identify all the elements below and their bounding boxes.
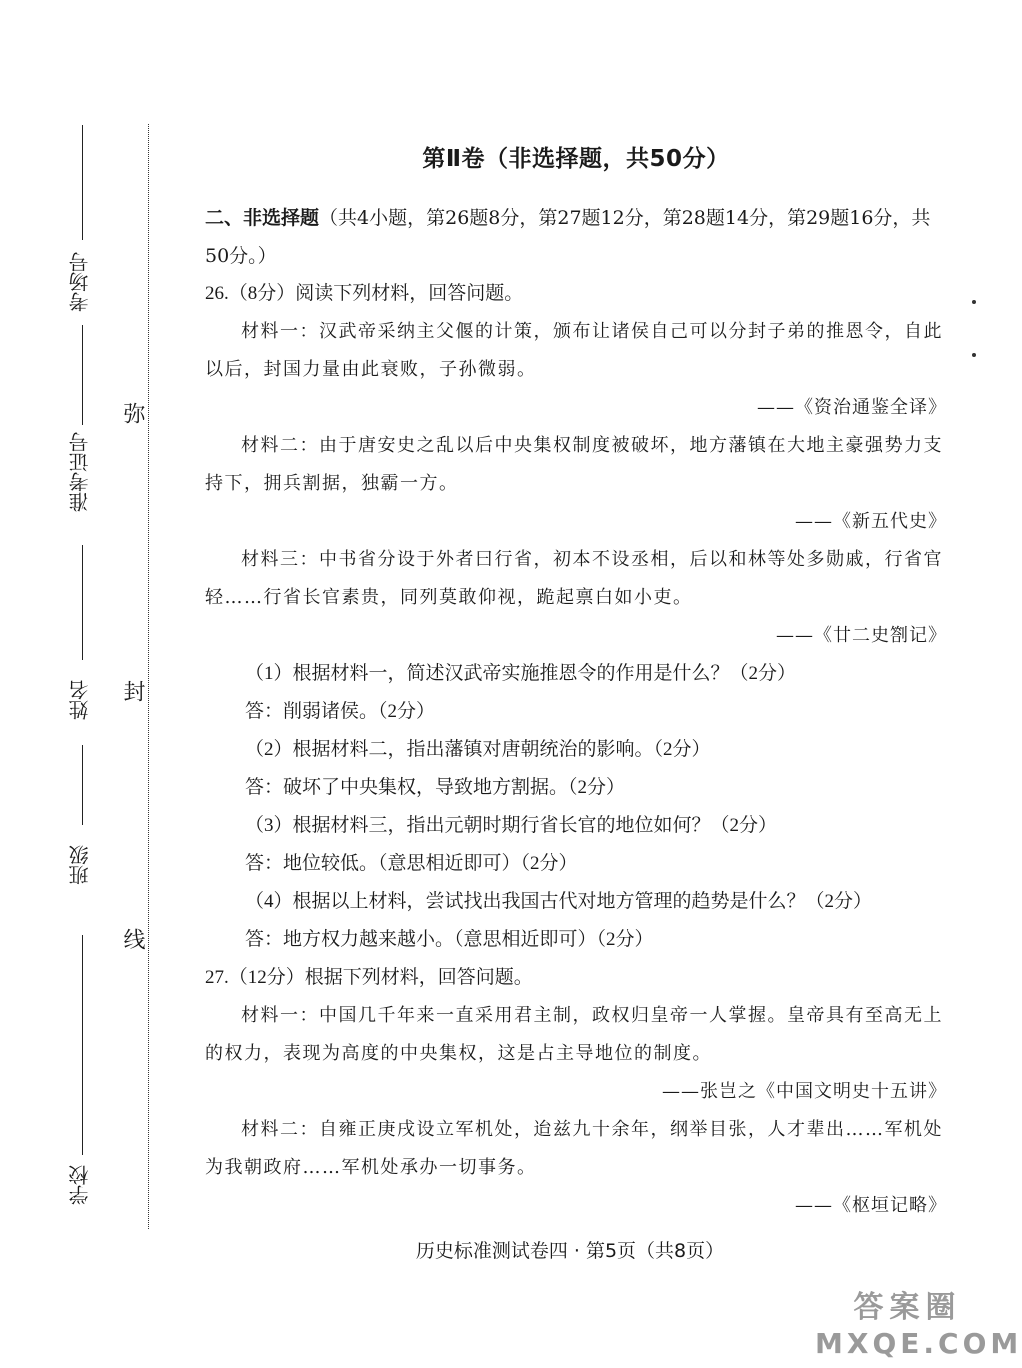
section-instructions: （共4小题，第26题8分，第27题12分，第28题14分，第29题16分，共50分。） (205, 207, 931, 267)
field-name (60, 545, 100, 740)
field-label: 学校 (68, 1165, 92, 1205)
material-source: ——张岂之《中国文明史十五讲》 (662, 1081, 947, 1102)
material-text: 材料一：汉武帝采纳主父偃的计策，颁布让诸侯自己可以分封子弟的推恩令，自此以后，封国力量由此衰败，子孙微弱。 (205, 321, 943, 380)
answer: 答：地位较低。（意思相近即可）（2分） (245, 853, 578, 874)
field-label: 姓名 (68, 680, 92, 720)
material-source: ——《廿二史劄记》 (776, 625, 947, 646)
field-exam-number (60, 325, 100, 520)
answer: 答：地方权力越来越小。（意思相近即可）（2分） (245, 929, 654, 950)
material-text: 材料一：中国几千年来一直采用君主制，政权归皇帝一人掌握。皇帝具有至高无上的权力，表现为高度的中央集权，这是占主导地位的制度。 (205, 1005, 943, 1064)
watermark-url: MXQE.COM (815, 1327, 1022, 1360)
section-label: 二、非选择题 (205, 207, 320, 229)
field-underline (82, 745, 83, 825)
question-head: 26.（8分）阅读下列材料，回答问题。 (205, 283, 524, 304)
field-label: 准考证号 (68, 432, 92, 513)
watermark-title: 答案圈 (853, 1290, 962, 1325)
sub-question: （3）根据材料三，指出元朝时期行省长官的地位如何？（2分） (245, 815, 778, 836)
seal-char: 线 (120, 928, 145, 950)
section-title: 第Ⅱ卷（非选择题，共50分） (422, 146, 730, 172)
exam-content (205, 140, 947, 1225)
material-source: ——《资治通鉴全译》 (757, 397, 947, 418)
field-class (60, 745, 100, 905)
answer: 答：削弱诸侯。（2分） (245, 701, 436, 722)
material-source: ——《新五代史》 (795, 511, 947, 532)
field-underline (82, 935, 83, 1155)
sub-question: （2）根据材料二，指出藩镇对唐朝统治的影响。（2分） (245, 739, 711, 760)
page-footer: 历史标准测试卷四 · 第5页（共8页） (415, 1240, 725, 1262)
seal-char: 弥 (120, 402, 145, 424)
field-school (60, 935, 100, 1215)
field-label: 班级 (68, 845, 92, 885)
material-text: 材料三：中书省分设于外者曰行省，初本不设丞相，后以和林等处多勋戚，行省官轻……行省长官素贵，同列莫敢仰视，跪起禀白如小吏。 (205, 549, 943, 608)
seal-char: 封 (120, 680, 145, 702)
material-text: 材料二：自雍正庚戌设立军机处，迨兹九十余年，纲举目张，人才辈出……军机处为我朝政府……军机处承办一切事务。 (205, 1119, 943, 1178)
field-underline (82, 325, 83, 425)
question-26 (205, 275, 947, 959)
sub-question: （1）根据材料一，简述汉武帝实施推恩令的作用是什么？（2分） (245, 663, 797, 684)
question-27 (205, 959, 947, 1225)
section-intro (205, 199, 947, 275)
field-underline (82, 545, 83, 660)
material-source: ——《枢垣记略》 (795, 1195, 947, 1216)
scan-speck (972, 353, 976, 357)
watermark-logo (815, 1288, 1022, 1368)
question-head: 27.（12分）根据下列材料，回答问题。 (205, 967, 533, 988)
material-text: 材料二：由于唐安史之乱以后中央集权制度被破坏，地方藩镇在大地主豪强势力支持下，拥兵割据，独霸一方。 (205, 435, 943, 494)
scan-speck (972, 300, 976, 304)
answer: 答：破坏了中央集权，导致地方割据。（2分） (245, 777, 626, 798)
field-label: 考场号 (68, 252, 92, 313)
seal-line (148, 124, 149, 1229)
sub-question: （4）根据以上材料，尝试找出我国古代对地方管理的趋势是什么？（2分） (245, 891, 873, 912)
field-underline (82, 125, 83, 240)
field-exam-room (60, 125, 100, 325)
